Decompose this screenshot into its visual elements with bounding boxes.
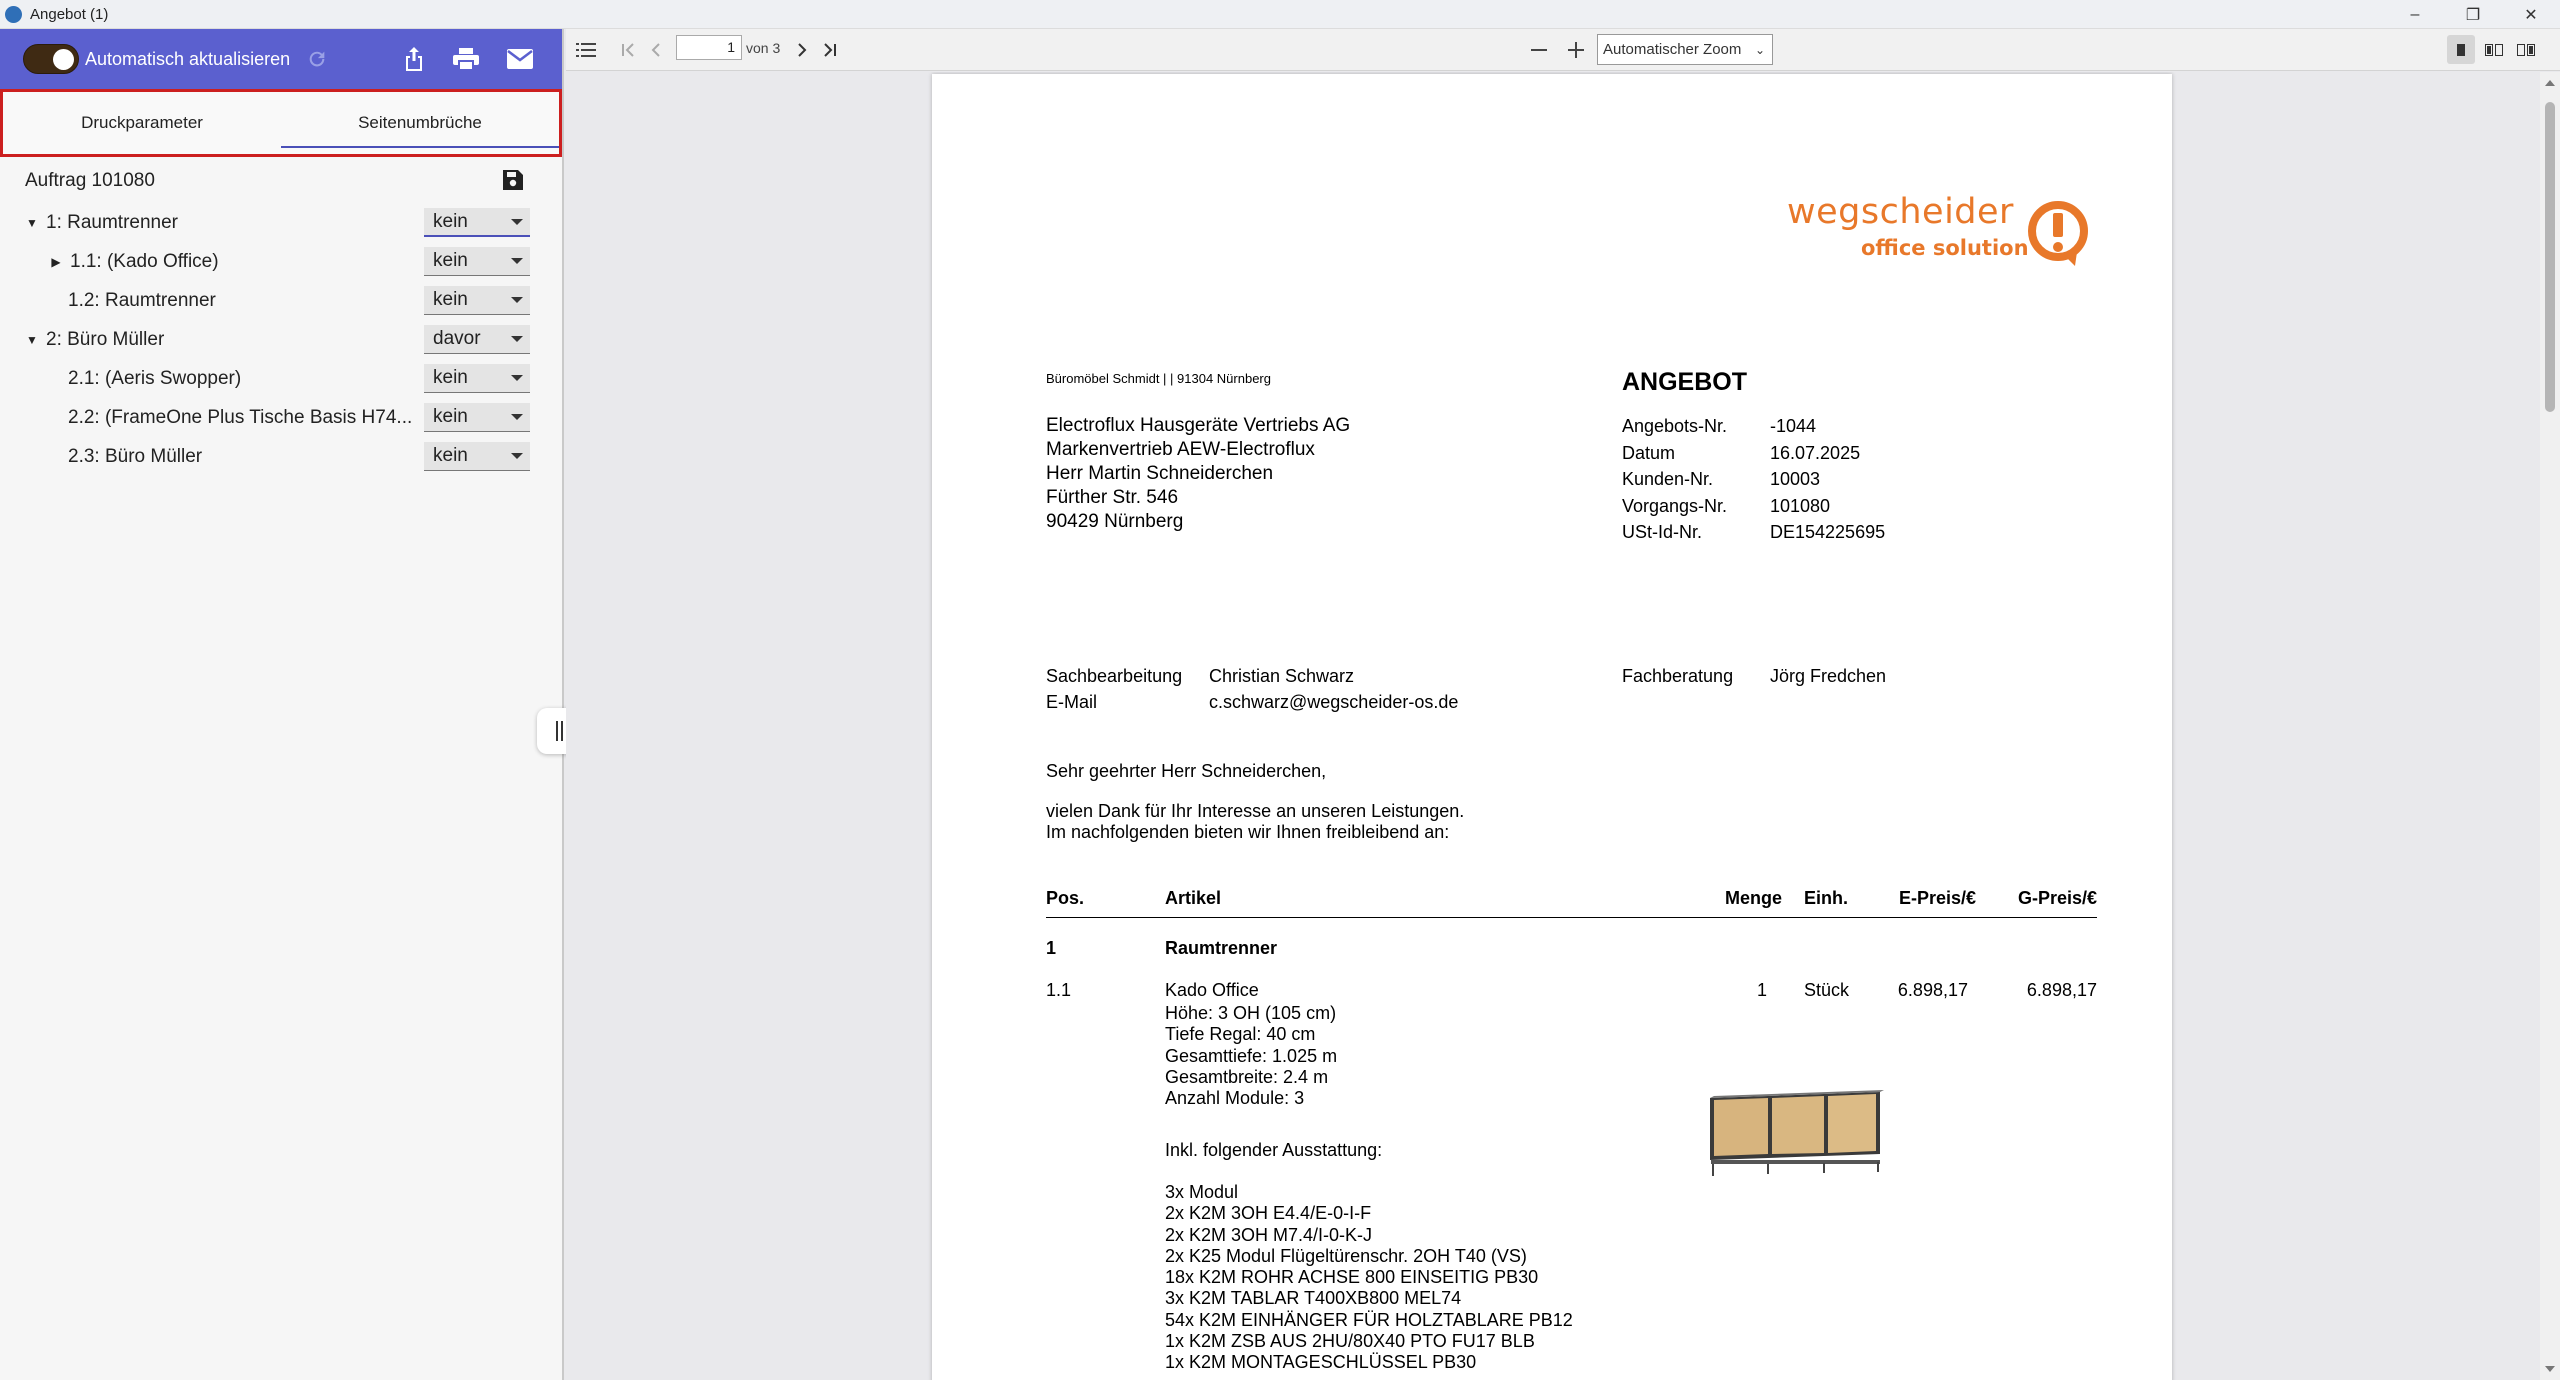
tree-row[interactable] [0,242,562,281]
select-value: kein [433,445,468,466]
dropdown-arrow-icon [511,375,523,381]
auto-update-toggle[interactable] [23,44,79,74]
dropdown-arrow-icon [511,336,523,342]
dropdown-arrow-icon [511,297,523,303]
equipment-line: 2x K2M 3OH E4.4/E-0-I-F [1165,1203,1372,1224]
page-break-tree [0,159,562,476]
tree-row-label: 1.2: Raumtrenner [68,289,216,311]
contact-label: Fachberatung [1622,666,1734,686]
expand-caret-icon[interactable]: ▼ [26,332,38,347]
select-value: kein [433,250,468,271]
tree-row[interactable] [0,359,562,398]
restore-button[interactable]: ❐ [2465,6,2481,24]
equipment-line: 3x K2M TABLAR T400XB800 MEL74 [1165,1288,1462,1309]
logo-text: wegscheider [1787,192,2014,232]
meta-value: -1044 [1770,416,1817,436]
contact-label: E-Mail [1046,692,1098,712]
address-line: Markenvertrieb AEW-Electroflux [1046,439,1315,460]
equipment-list [1165,1182,1573,1374]
address-line: Electroflux Hausgeräte Vertriebs AG [1046,415,1351,436]
first-page-icon[interactable] [616,38,640,62]
toggle-knob [53,49,74,70]
meta-value: 101080 [1770,495,1831,516]
equipment-line: 18x K2M ROHR ACHSE 800 EINSEITIG PB30 [1165,1267,1539,1288]
page-break-select[interactable] [424,325,530,354]
order-label: Auftrag 101080 [25,170,155,191]
page-break-select[interactable] [424,247,530,276]
order-header [0,159,562,203]
window-title: Angebot (1) [30,5,109,23]
document-meta-labels [1622,413,1727,546]
page-count-label: von 3 [746,40,781,56]
item-total-price: 6.898,17 [2026,980,2097,1000]
item-unit-price: 6.898,17 [1897,980,1968,1000]
meta-value: 10003 [1770,469,1821,489]
table-header-rule [1046,917,2097,918]
single-page-view-icon[interactable] [2447,35,2475,64]
window-titlebar [0,0,2560,29]
equipment-line: 1x K2M MONTAGESCHLÜSSEL PB30 [1165,1352,1477,1373]
equipment-line: 2x K25 Modul Flügeltürenschr. 2OH T40 (VS) [1165,1245,1527,1266]
detail-line: Gesamtbreite: 2.4 m [1165,1066,1329,1087]
page-break-select[interactable] [424,442,530,471]
address-line: 90429 Nürnberg [1046,511,1184,532]
pdf-canvas-area [566,72,2540,1380]
save-icon[interactable] [502,169,524,197]
zoom-select[interactable] [1597,34,1773,65]
address-line: Fürther Str. 546 [1046,487,1179,508]
item-unit: Stück [1804,980,1850,1000]
minimize-button[interactable]: – [2410,5,2420,23]
address-line: Herr Martin Schneiderchen [1046,463,1274,484]
dropdown-arrow-icon [511,258,523,264]
zoom-in-icon[interactable] [1564,38,1588,62]
dropdown-arrow-icon [511,219,523,225]
mail-icon[interactable] [506,48,534,70]
detail-line: Höhe: 3 OH (105 cm) [1165,1003,1337,1023]
tree-row[interactable] [0,281,562,320]
equipment-line: 3x Modul [1165,1182,1239,1202]
tree-row-label: 2.2: (FrameOne Plus Tische Basis H74... [68,406,413,428]
select-value: kein [433,210,468,232]
detail-line: Gesamttiefe: 1.025 m [1165,1045,1338,1066]
refresh-icon[interactable] [306,48,328,70]
page-break-select[interactable] [424,403,530,432]
app-icon [5,6,22,23]
col-header-article: Artikel [1165,888,1222,908]
col-header-unit-price: E-Preis/€ [1899,888,1977,908]
dropdown-arrow-icon [511,414,523,420]
salutation: Sehr geehrter Herr Schneiderchen, [1046,761,1327,781]
detail-line: Tiefe Regal: 40 cm [1165,1024,1316,1045]
print-icon[interactable] [452,47,480,71]
previous-page-icon[interactable] [644,38,668,62]
select-value: davor [433,328,481,349]
tree-row[interactable] [0,203,562,242]
tree-row[interactable] [0,398,562,437]
contact-label: Sachbearbeitung [1046,666,1183,686]
pdf-toolbar [566,29,2560,71]
tab-druckparameter[interactable]: Druckparameter [81,113,203,132]
detail-line: Anzahl Module: 3 [1165,1088,1305,1109]
contact-email: c.schwarz@wegscheider-os.de [1209,692,1459,712]
meta-label: Angebots-Nr. [1622,416,1728,436]
pdf-page [932,74,2172,1380]
document-meta-values [1770,413,1885,546]
tab-seitenumbrueche[interactable]: Seitenumbrüche [281,92,559,154]
meta-label: Kunden-Nr. [1622,469,1714,489]
item-pos: 1.1 [1046,980,1072,1000]
last-page-icon[interactable] [818,38,842,62]
product-image [1704,1084,1888,1183]
page-break-select[interactable] [424,286,530,315]
sidebar-toggle-icon[interactable] [574,38,598,62]
select-value: kein [433,406,468,427]
pdf-scrollbar[interactable] [2540,72,2560,1380]
tree-row-label: 2: Büro Müller [46,328,165,350]
page-break-select[interactable] [424,208,530,237]
col-header-unit: Einh. [1804,888,1848,908]
sidebar-toolbar [0,29,562,89]
print-sidebar [0,29,564,1380]
tree-row-label: 1: Raumtrenner [46,211,179,233]
scroll-thumb[interactable] [2545,102,2555,412]
zoom-out-icon[interactable] [1527,38,1551,62]
sender-line: Büromöbel Schmidt | | 91304 Nürnberg [1046,371,1271,386]
next-page-icon[interactable] [790,38,814,62]
equipment-label: Inkl. folgender Ausstattung: [1165,1140,1383,1160]
page-number-input[interactable]: 1 [676,35,742,60]
sidebar-tabs [0,89,562,157]
equipment-line: 54x K2M EINHÄNGER FÜR HOLZTABLARE PB12 [1165,1309,1573,1330]
scroll-up-icon[interactable] [2545,80,2555,86]
tree-row-label: 2.1: (Aeris Swopper) [68,367,242,389]
chevron-down-icon: ⌄ [1754,43,1765,57]
equipment-line: 2x K2M 3OH M7.4/I-0-K-J [1165,1224,1373,1245]
page-break-select[interactable] [424,364,530,393]
expand-caret-icon[interactable]: ▼ [26,215,38,230]
logo-icon [2025,198,2091,273]
zoom-value: Automatischer Zoom [1603,41,1742,58]
meta-label: Datum [1622,442,1676,463]
col-header-total-price: G-Preis/€ [2018,888,2098,908]
scroll-down-icon[interactable] [2545,1366,2555,1372]
contact-value: Christian Schwarz [1209,666,1355,686]
tree-row-label: 2.3: Büro Müller [68,445,203,467]
logo-subtitle: office solution [1861,236,2029,260]
col-header-qty: Menge [1725,888,1783,908]
meta-label: Vorgangs-Nr. [1622,495,1728,516]
group-title: Raumtrenner [1165,938,1278,958]
select-value: kein [433,289,468,310]
tree-row[interactable] [0,320,562,359]
intro-text: vielen Dank für Ihr Interesse an unseren Leistungen. [1046,801,1465,821]
auto-update-label: Automatisch aktualisieren [85,48,291,69]
meta-value: DE154225695 [1770,522,1886,542]
tree-row-label: 1.1: (Kado Office) [70,250,219,272]
item-details [1165,1003,1337,1109]
recipient-address [1046,414,1350,534]
item-qty: 1 [1756,980,1767,1000]
item-name: Kado Office [1165,980,1259,1000]
collapse-caret-icon[interactable]: ▶ [51,254,61,269]
contact-value: Jörg Fredchen [1770,666,1887,686]
group-pos: 1 [1046,938,1057,958]
select-value: kein [433,367,468,388]
window-controls [2386,0,2560,29]
equipment-line: 1x K2M ZSB AUS 2HU/80X40 PTO FU17 BLB [1165,1331,1535,1352]
book-view-icon[interactable] [2512,35,2540,64]
dropdown-arrow-icon [511,453,523,459]
intro-text: Im nachfolgenden bieten wir Ihnen freibleibend an: [1046,822,1450,842]
tree-row[interactable] [0,437,562,476]
meta-value: 16.07.2025 [1770,442,1861,463]
share-icon[interactable] [402,46,426,72]
col-header-pos: Pos. [1046,888,1085,908]
close-button[interactable]: ✕ [2524,6,2538,24]
meta-label: USt-Id-Nr. [1622,522,1703,542]
document-title: ANGEBOT [1622,368,1747,396]
two-page-view-icon[interactable] [2480,35,2508,64]
